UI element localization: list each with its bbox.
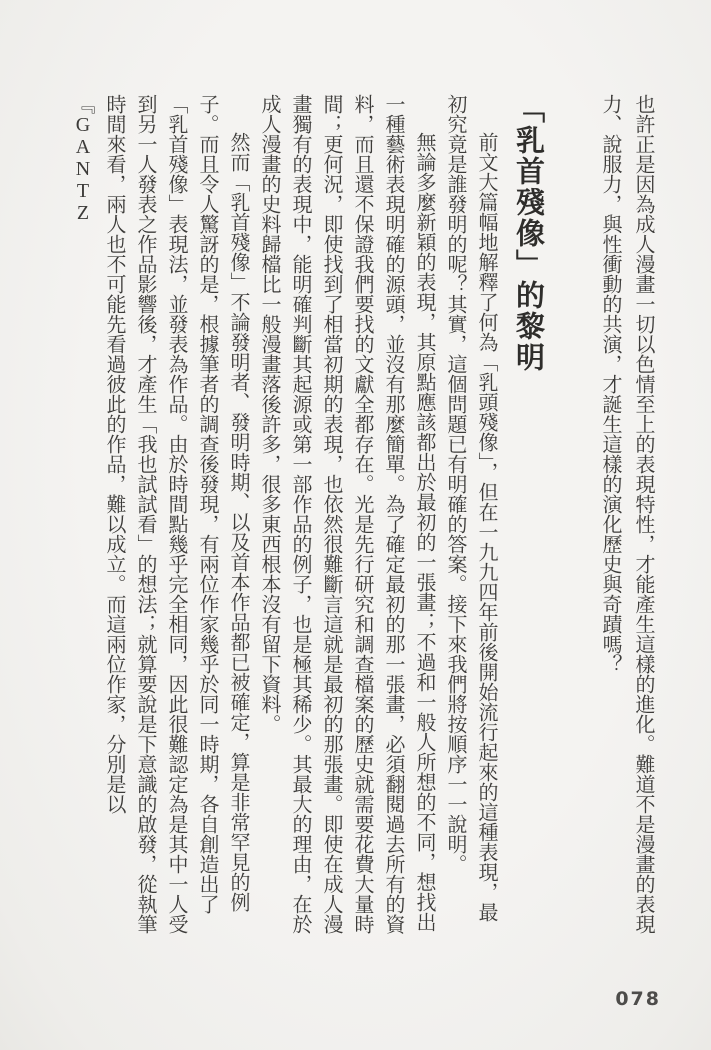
- vertical-text-area: [69, 94, 659, 936]
- intro-paragraph: 也許正是因為成人漫畫一切以色情至上的表現特性，才能產生這樣的進化。難道不是漫畫的表現力、說服力，與性衝動的共演，才誕生這樣的演化歷史與奇蹟嗎？: [599, 94, 654, 934]
- page-number: 078: [615, 988, 661, 1010]
- body-paragraph-2: 無論多麼新穎的表現，其原點應該都出於最初的一張畫；不過和一般人所想的不同，想找出一種藝術表現明確的源頭，並沒有那麼簡單。為了確定最初的那一張畫，必須翻閱過去所有的資料，而且還不保證我們要找的文獻全都存在。光是先行研究和調查檔案的歷史就需要花費大量時間；更何況，即使找到了相當初期的表現，也依然很難斷言這就是最初的那張畫。即使在成人漫畫獨有的表現中，能明確判斷其起源或第一部作品的例子，也是極其稀少。其最大的理由，在於成人漫畫的史料歸檔比一般漫畫落後許多，很多東西根本沒有留下資料。: [258, 94, 435, 934]
- body-paragraph-3: 然而「乳首殘像」不論發明者、發明時期、以及首本作品都已被確定，算是非常罕見的例子。而且令人驚訝的是，根據筆者的調查後發現，有兩位作家幾乎於同一時期，各自創造出了「乳首殘像」表現法，並發表為作品。由於時間點幾乎完全相同，因此很難認定為是其中一人受到另一人發表之作品影響後，才產生「我也試試看」的想法；就算要說是下意識的啟發，從執筆時間來看，兩人也不可能先看過彼此的作品，難以成立。而這兩位作家，分別是以『GANTZ: [72, 94, 249, 934]
- body-paragraph-1: 前文大篇幅地解釋了何為「乳頭殘像」，但在一九九四年前後開始流行起來的這種表現，最初究竟是誰發明的呢？其實，這個問題已有明確的答案。接下來我們將按順序一一說明。: [444, 94, 497, 922]
- section-heading: 「乳首殘像」的黎明: [512, 94, 544, 373]
